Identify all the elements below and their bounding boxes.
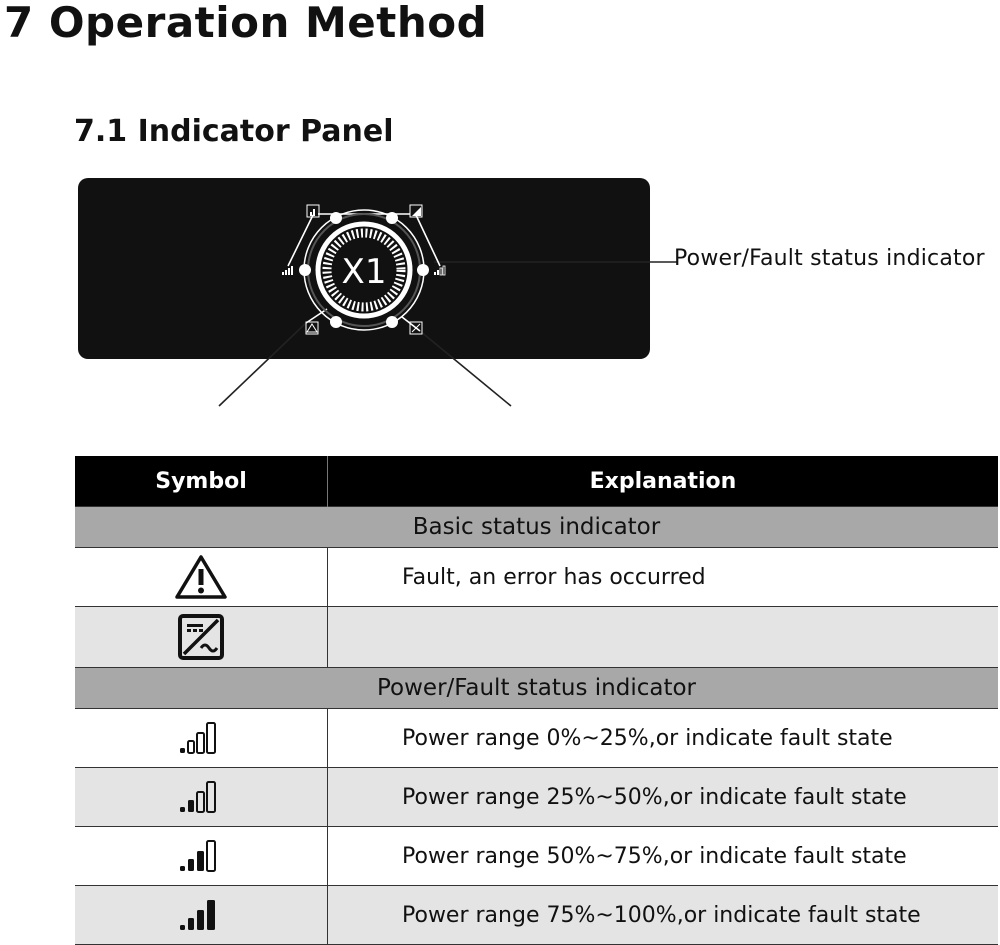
signal-bar xyxy=(207,841,215,871)
signal-bar xyxy=(180,748,185,753)
table-row xyxy=(75,886,998,945)
signal-bar xyxy=(188,918,194,930)
signal-bar xyxy=(180,925,185,930)
signal-level-3-icon xyxy=(176,838,226,874)
signal-level-2-icon xyxy=(176,779,226,815)
symbol-cell xyxy=(75,886,328,945)
symbol-cell xyxy=(75,827,328,886)
table-row xyxy=(75,548,998,607)
signal-level-4-icon xyxy=(176,897,226,933)
signal-bar xyxy=(207,782,215,812)
page-title: 7 Operation Method xyxy=(4,0,488,47)
header-symbol: Symbol xyxy=(75,456,328,507)
indicator-legend-table xyxy=(75,456,998,945)
section-row-basic xyxy=(75,507,998,548)
signal-level-1-icon xyxy=(176,720,226,756)
explanation-cell: Power range 25%~50%,or indicate fault state xyxy=(328,768,999,827)
signal-bar xyxy=(180,807,185,812)
section-title: 7.1 Indicator Panel xyxy=(74,114,394,149)
signal-bar xyxy=(197,851,204,871)
explanation-cell: Power range 75%~100%,or indicate fault state xyxy=(328,886,999,945)
table-header-row xyxy=(75,456,998,507)
indicator-panel-figure xyxy=(0,170,680,410)
inverter-icon xyxy=(177,613,225,661)
signal-bar xyxy=(207,900,215,930)
explanation-cell xyxy=(328,607,999,668)
warning-triangle-icon xyxy=(174,554,228,600)
signal-bar xyxy=(197,733,204,753)
symbol-cell xyxy=(75,768,328,827)
table-row xyxy=(75,607,998,668)
signal-bar xyxy=(207,723,215,753)
signal-bar xyxy=(188,800,194,812)
symbol-cell xyxy=(75,709,328,768)
signal-bar xyxy=(180,866,185,871)
signal-bar xyxy=(197,910,204,930)
power-fault-callout: Power/Fault status indicator xyxy=(674,246,985,271)
explanation-cell: Power range 0%~25%,or indicate fault state xyxy=(328,709,999,768)
signal-bar xyxy=(188,859,194,871)
explanation-cell: Power range 50%~75%,or indicate fault state xyxy=(328,827,999,886)
symbol-cell xyxy=(75,607,328,668)
table-row xyxy=(75,768,998,827)
symbol-cell xyxy=(75,548,328,607)
table-row xyxy=(75,709,998,768)
section-title-power: Power/Fault status indicator xyxy=(75,668,998,709)
table-row xyxy=(75,827,998,886)
section-title-basic: Basic status indicator xyxy=(75,507,998,548)
signal-bar xyxy=(197,792,204,812)
dial-logo: X1 xyxy=(341,252,387,292)
header-explanation: Explanation xyxy=(328,456,999,507)
explanation-cell: Fault, an error has occurred xyxy=(328,548,999,607)
section-row-power xyxy=(75,668,998,709)
signal-bar xyxy=(188,741,194,753)
